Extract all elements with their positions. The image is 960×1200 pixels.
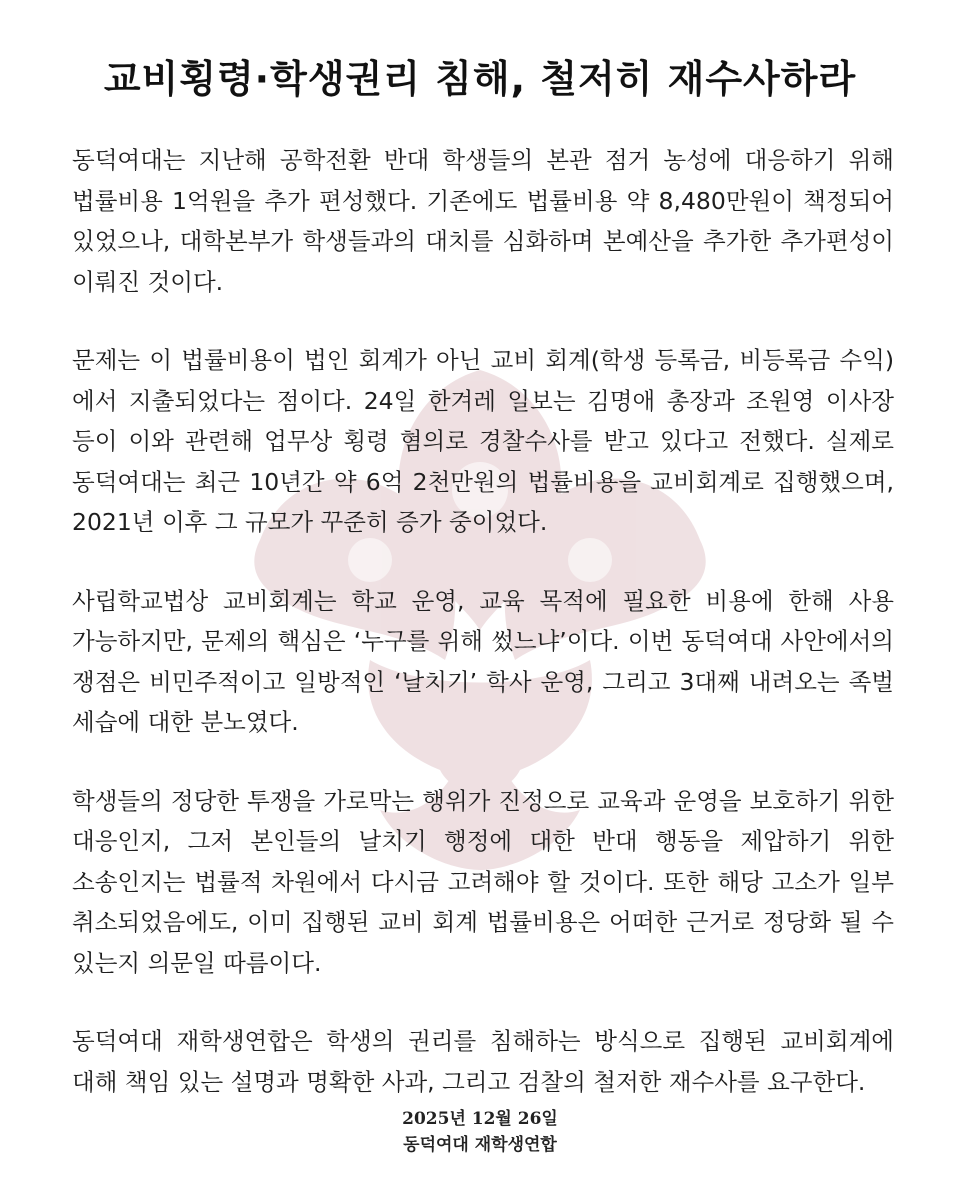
signature-block — [0, 1106, 960, 1158]
statement-body — [72, 140, 894, 1140]
paragraph-4: 학생들의 정당한 투쟁을 가로막는 행위가 진정으로 교육과 운영을 보호하기 위한 대응인지, 그저 본인들의 날치기 행정에 대한 반대 행동을 제압하기 위한 소송인지는 법률적 차원에서 다시금 고려해야 할 것이다. 또한 해당 고소가 일부 취소되었음에도, 이미 집행된 교비 회계 법률비용은 어떠한 근거로 정당화 될 수 있는지 의문일 따름이다. — [72, 786, 894, 977]
signature-organization: 동덕여대 재학생연합 — [403, 1135, 557, 1155]
page-title: 교비횡령·학생권리 침해, 철저히 재수사하라 — [103, 57, 857, 101]
paragraph-5: 동덕여대 재학생연합은 학생의 권리를 침해하는 방식으로 집행된 교비회계에 대해 책임 있는 설명과 명확한 사과, 그리고 검찰의 철저한 재수사를 요구한다. — [72, 1027, 894, 1096]
paragraph-1: 동덕여대는 지난해 공학전환 반대 학생들의 본관 점거 농성에 대응하기 위해 법률비용 1억원을 추가 편성했다. 기존에도 법률비용 약 8,480만원이 책정되어 있었으나, 대학본부가 학생들과의 대치를 심화하며 본예산을 추가한 추가편성이 이뤄진 것이다. — [72, 146, 894, 296]
paragraph-2: 문제는 이 법률비용이 법인 회계가 아닌 교비 회계(학생 등록금, 비등록금 수익) 에서 지출되었다는 점이다. 24일 한겨레 일보는 김명애 총장과 조원영 이사장 등이 이와 관련해 업무상 횡령 혐의로 경찰수사를 받고 있다고 전했다. 실제로 동덕여대는 최근 10년간 약 6억 2천만원의 법률비용을 교비회계로 집행했으며, 2021년 이후 그 규모가 꾸준히 증가 중이었다. — [72, 346, 894, 536]
paragraph-3: 사립학교법상 교비회계는 학교 운영, 교육 목적에 필요한 비용에 한해 사용 가능하지만, 문제의 핵심은 ‘누구를 위해 썼느냐’이다. 이번 동덕여대 사안에서의 쟁점은 비민주적이고 일방적인 ‘날치기’ 학사 운영, 그리고 3대째 내려오는 족벌 세습에 대한 분노였다. — [72, 586, 894, 736]
signature-date: 2025년 12월 26일 — [402, 1109, 558, 1129]
